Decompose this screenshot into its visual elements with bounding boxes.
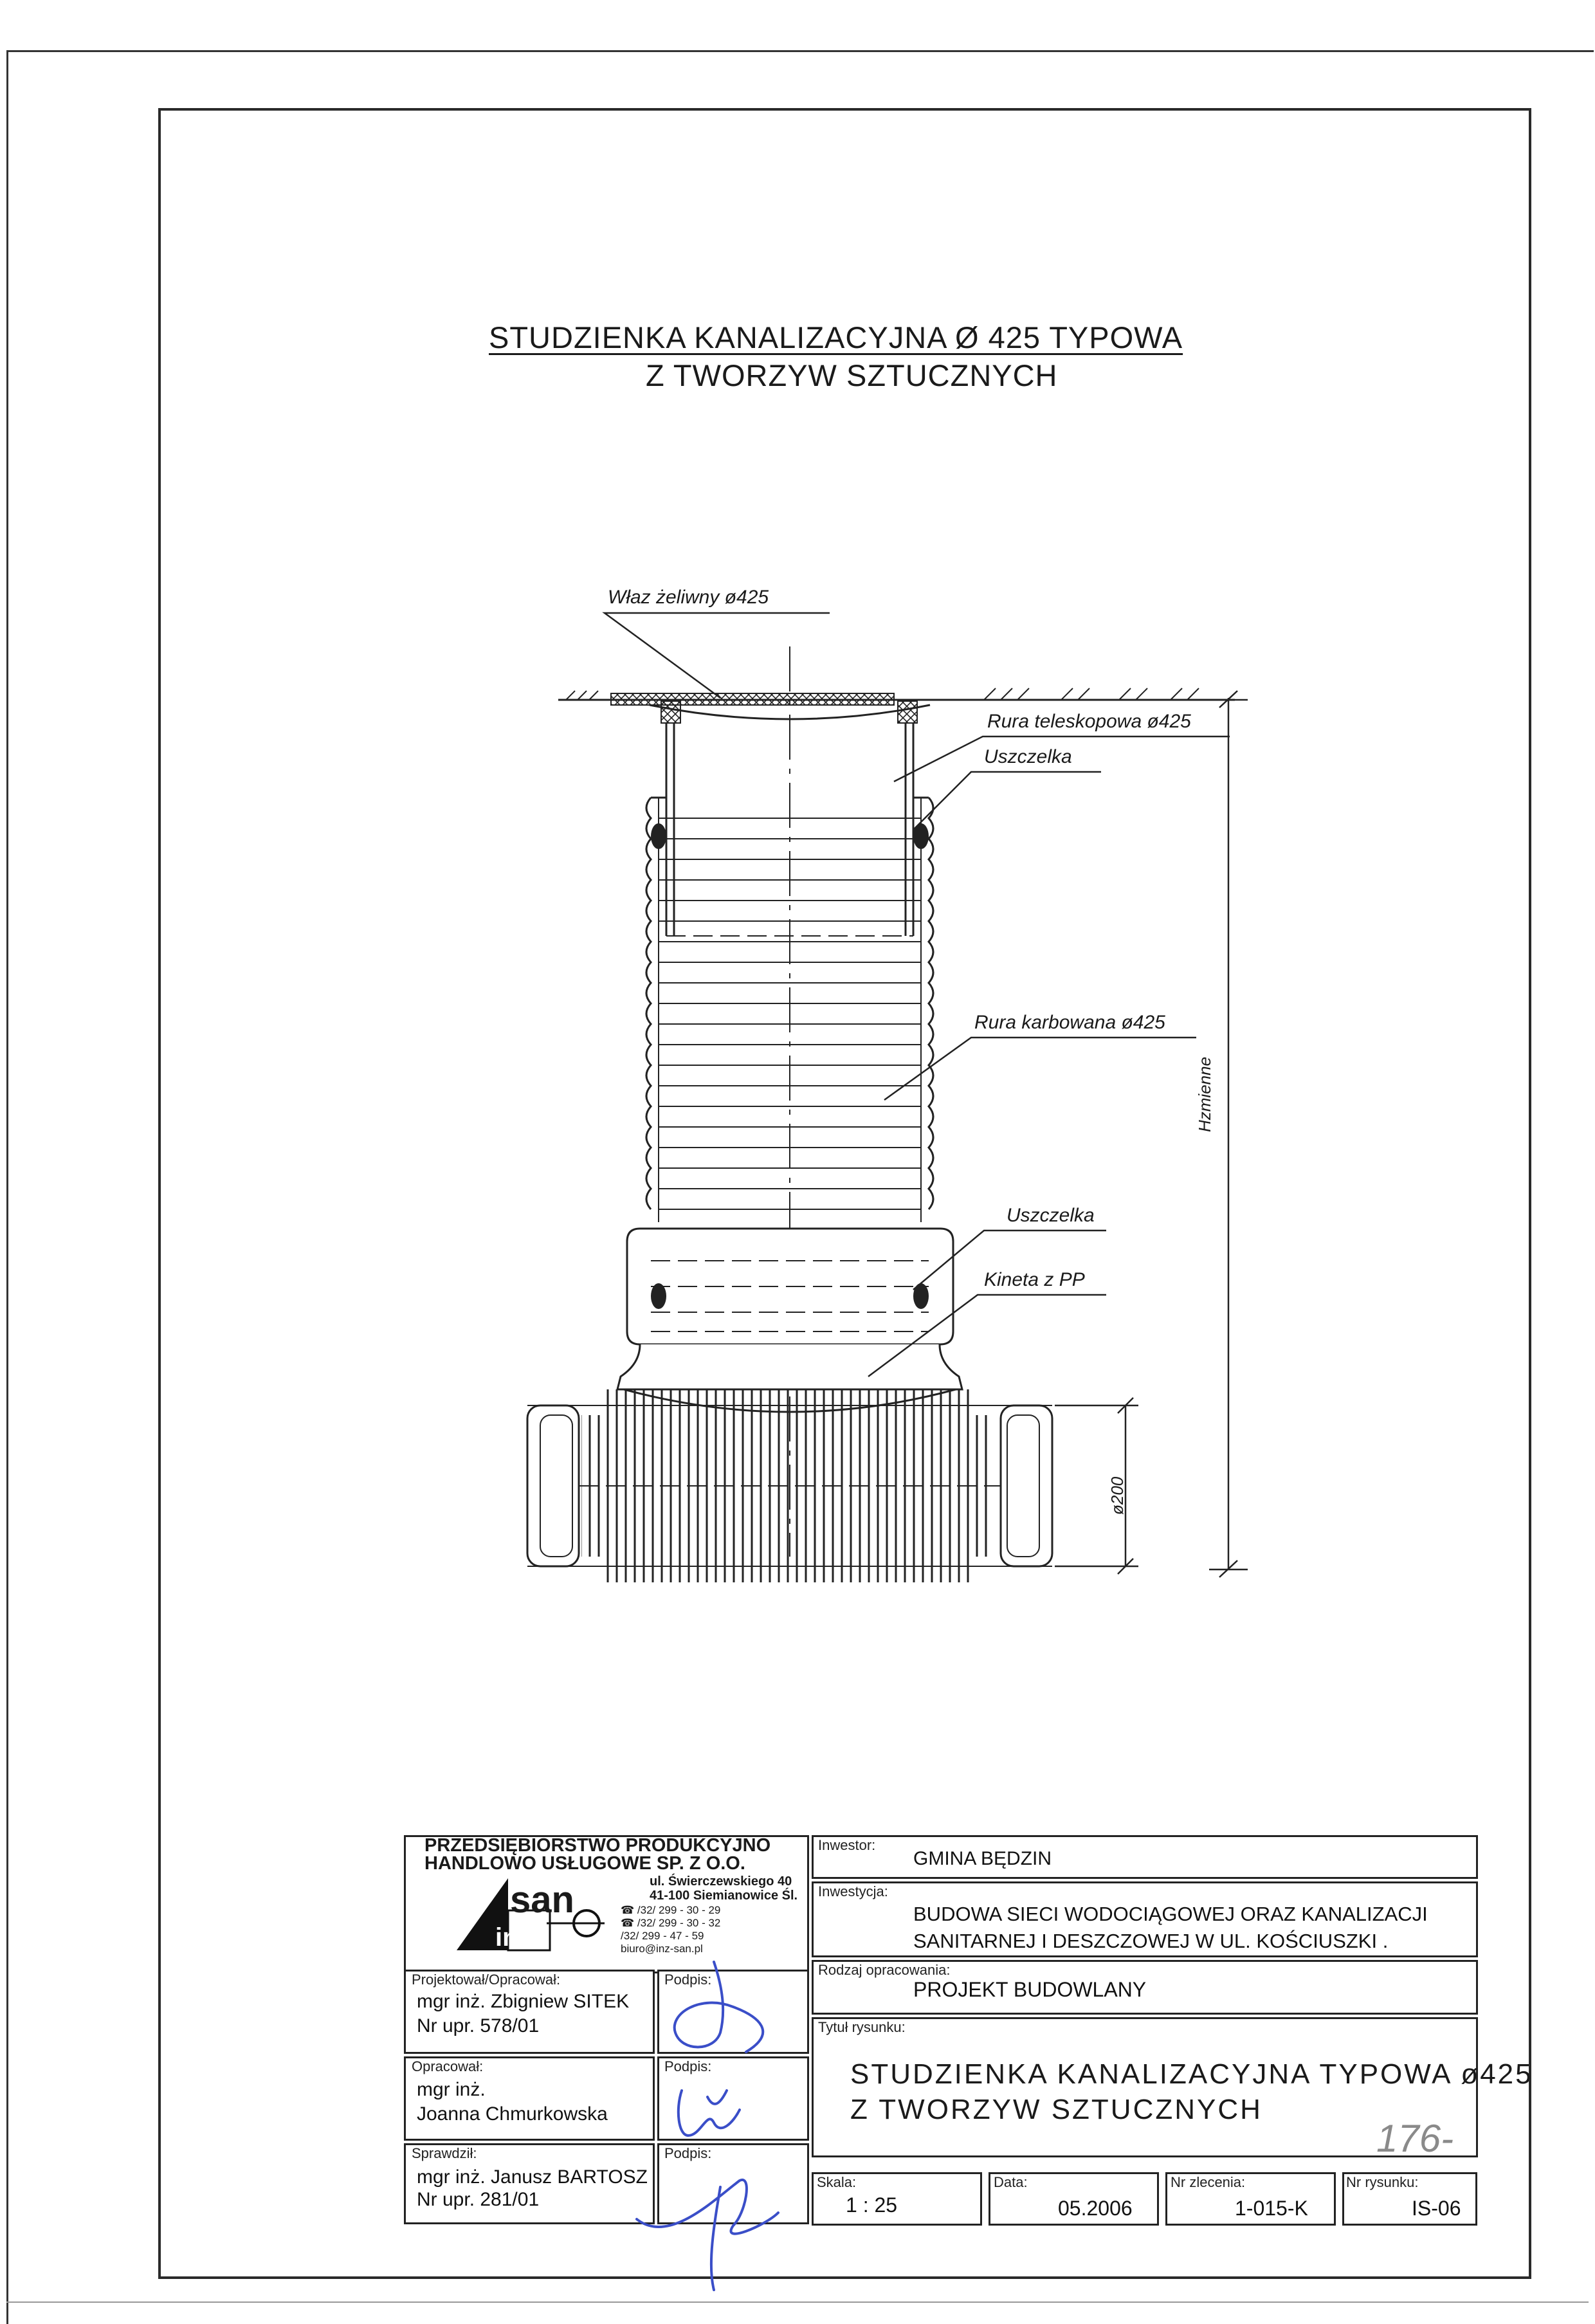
drawing-title-value-line1: STUDZIENKA KANALIZACYJNA TYPOWA ø425	[850, 2058, 1533, 2090]
drawing-title-line2: Z TWORZYW SZTUCZNYCH	[646, 358, 1058, 392]
investment-line2: SANITARNEJ I DESZCZOWEJ W UL. KOŚCIUSZKI .	[913, 1930, 1389, 1952]
logo-text-inz: inż	[495, 1923, 531, 1952]
company-street: ul. Świerczewskiego 40	[650, 1874, 792, 1889]
date-value: 05.2006	[1058, 2197, 1133, 2220]
label-hatch: Właz żeliwny ø425	[608, 587, 769, 608]
work-kind-value: PROJEKT BUDOWLANY	[913, 1978, 1147, 2001]
scale-label: Skala:	[817, 2174, 857, 2190]
work-kind-label: Rodzaj opracowania:	[818, 1962, 951, 1978]
checker-sign-label: Podpis:	[664, 2145, 712, 2161]
label-diameter-200: ø200	[1107, 1476, 1127, 1515]
checker-label: Sprawdził:	[412, 2145, 477, 2161]
handwritten-signatures	[617, 1943, 830, 2303]
preparer-sign-label: Podpis:	[664, 2058, 712, 2074]
investor-box	[812, 1835, 1478, 1879]
investment-line1: BUDOWA SIECI WODOCIĄGOWEJ ORAZ KANALIZACJI	[913, 1903, 1428, 1925]
company-fax: /32/ 299 - 47 - 59	[621, 1930, 704, 1942]
drawing-number-value: IS-06	[1412, 2197, 1461, 2220]
company-tel2: ☎ /32/ 299 - 30 - 32	[621, 1917, 721, 1929]
drawing-title-label: Tytuł rysunku:	[818, 2019, 906, 2035]
handwritten-number: 176-	[1376, 2117, 1454, 2160]
preparer-title: mgr inż.	[417, 2079, 486, 2100]
label-kineta: Kineta z PP	[984, 1269, 1085, 1290]
label-seal-top: Uszczelka	[984, 746, 1072, 767]
drawing-title-line1: STUDZIENKA KANALIZACYJNA Ø 425 TYPOWA	[489, 320, 1183, 354]
designer-label: Projektował/Opracował:	[412, 1972, 561, 1988]
kineta-socket	[627, 1229, 953, 1344]
investment-label: Inwestycja:	[818, 1883, 888, 1899]
label-corrugated-pipe: Rura karbowana ø425	[974, 1012, 1165, 1033]
scale-value: 1 : 25	[846, 2193, 898, 2217]
investor-label: Inwestor:	[818, 1837, 876, 1853]
label-h-variable: Hzmienne	[1195, 1056, 1214, 1132]
investor-value: GMINA BĘDZIN	[913, 1848, 1052, 1869]
hatch-frame	[611, 693, 894, 705]
company-email: biuro@inz-san.pl	[621, 1943, 703, 1955]
company-tel1: ☎ /32/ 299 - 30 - 29	[621, 1904, 721, 1916]
seal-bottom-left	[651, 1283, 666, 1309]
company-city: 41-100 Siemianowice Śl.	[650, 1889, 798, 1903]
label-seal-bottom: Uszczelka	[1007, 1205, 1095, 1226]
preparer-name: Joanna Chmurkowska	[417, 2103, 608, 2125]
order-value: 1-015-K	[1235, 2197, 1308, 2220]
designer-name: mgr inż. Zbigniew SITEK	[417, 1991, 630, 2012]
seal-top-left	[651, 823, 666, 849]
company-line1: PRZEDSIĘBIORSTWO PRODUKCYJNO	[424, 1835, 771, 1856]
kineta-dome	[617, 1344, 962, 1389]
designer-license: Nr upr. 578/01	[417, 2015, 540, 2036]
label-telescopic-pipe: Rura teleskopowa ø425	[987, 711, 1191, 732]
company-line2: HANDLOWO USŁUGOWE SP. Z O.O.	[424, 1853, 745, 1874]
date-label: Data:	[994, 2174, 1028, 2190]
drawing-title-value-line2: Z TWORZYW SZTUCZNYCH	[850, 2094, 1262, 2125]
order-label: Nr zlecenia:	[1171, 2174, 1246, 2190]
checker-license: Nr upr. 281/01	[417, 2189, 540, 2210]
h-dimension	[1209, 691, 1248, 1577]
drawing-number-label: Nr rysunku:	[1346, 2174, 1419, 2190]
preparer-label: Opracował:	[412, 2058, 484, 2074]
designer-sign-label: Podpis:	[664, 1972, 712, 1988]
checker-name: mgr inż. Janusz BARTOSZ	[417, 2166, 648, 2188]
logo-text: san	[510, 1879, 574, 1921]
outlet-pipe	[527, 1389, 1052, 1582]
